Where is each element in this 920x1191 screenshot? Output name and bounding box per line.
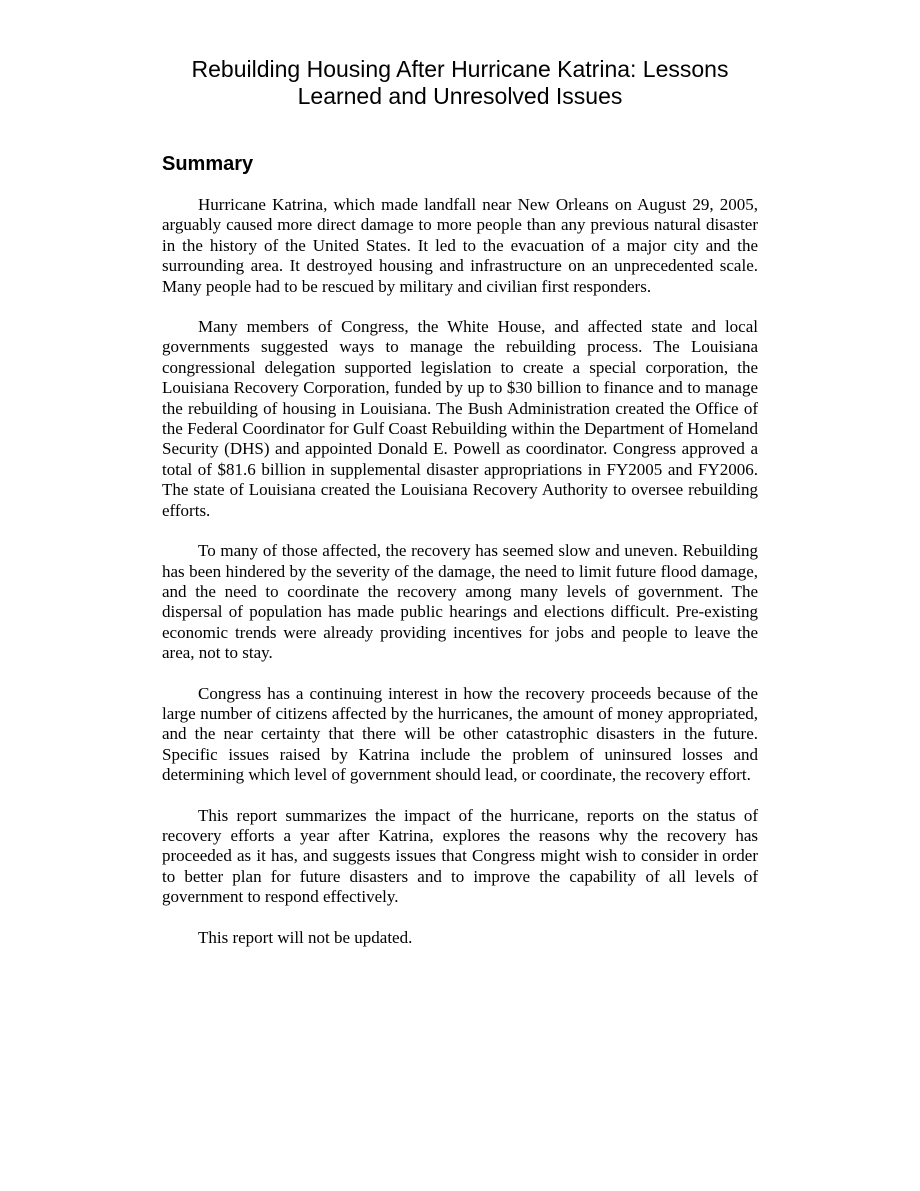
summary-paragraph-3: To many of those affected, the recovery has seemed slow and uneven. Rebuilding has been hindered by the severity of the damage, the need to limit future flood damage, and the need to coordinate the recovery among many levels of government. The dispersal of population has made public hearings and elections difficult. Pre-existing economic trends were already providing incentives for jobs and people to leave the area, not to stay.: [162, 541, 758, 663]
summary-paragraph-2: Many members of Congress, the White House, and affected state and local governments suggested ways to manage the rebuilding process. The Louisiana congressional delegation supported legislation to create a special corporation, the Louisiana Recovery Corporation, funded by up to $30 billion to finance and to manage the rebuilding of housing in Louisiana. The Bush Administration created the Office of the Federal Coordinator for Gulf Coast Rebuilding within the Department of Homeland Security (DHS) and appointed Donald E. Powell as coordinator. Congress approved a total of $81.6 billion in supplemental disaster appropriations in FY2005 and FY2006. The state of Louisiana created the Louisiana Recovery Authority to oversee rebuilding efforts.: [162, 317, 758, 520]
summary-paragraph-1: Hurricane Katrina, which made landfall near New Orleans on August 29, 2005, arguably caused more direct damage to more people than any previous natural disaster in the history of the United States. It led to the evacuation of a major city and the surrounding area. It destroyed housing and infrastructure on an unprecedented scale. Many people had to be rescued by military and civilian first responders.: [162, 195, 758, 296]
summary-paragraph-6: This report will not be updated.: [198, 927, 413, 947]
summary-heading: Summary: [162, 153, 254, 175]
page-content: [162, 56, 758, 948]
summary-paragraph-4: Congress has a continuing interest in how the recovery proceeds because of the large number of citizens affected by the hurricanes, the amount of money appropriated, and the near certainty that there will be other catastrophic disasters in the future. Specific issues raised by Katrina include the problem of uninsured losses and determining which level of government should lead, or coordinate, the recovery effort.: [162, 683, 758, 785]
document-title: Rebuilding Housing After Hurricane Katrina: Lessons Learned and Unresolved Issues: [191, 56, 729, 109]
summary-paragraph-5: This report summarizes the impact of the hurricane, reports on the status of recovery efforts a year after Katrina, explores the reasons why the recovery has proceeded as it has, and suggests issues that Congress might wish to consider in order to better plan for future disasters and to improve the capability of all levels of government to respond effectively.: [162, 805, 758, 907]
